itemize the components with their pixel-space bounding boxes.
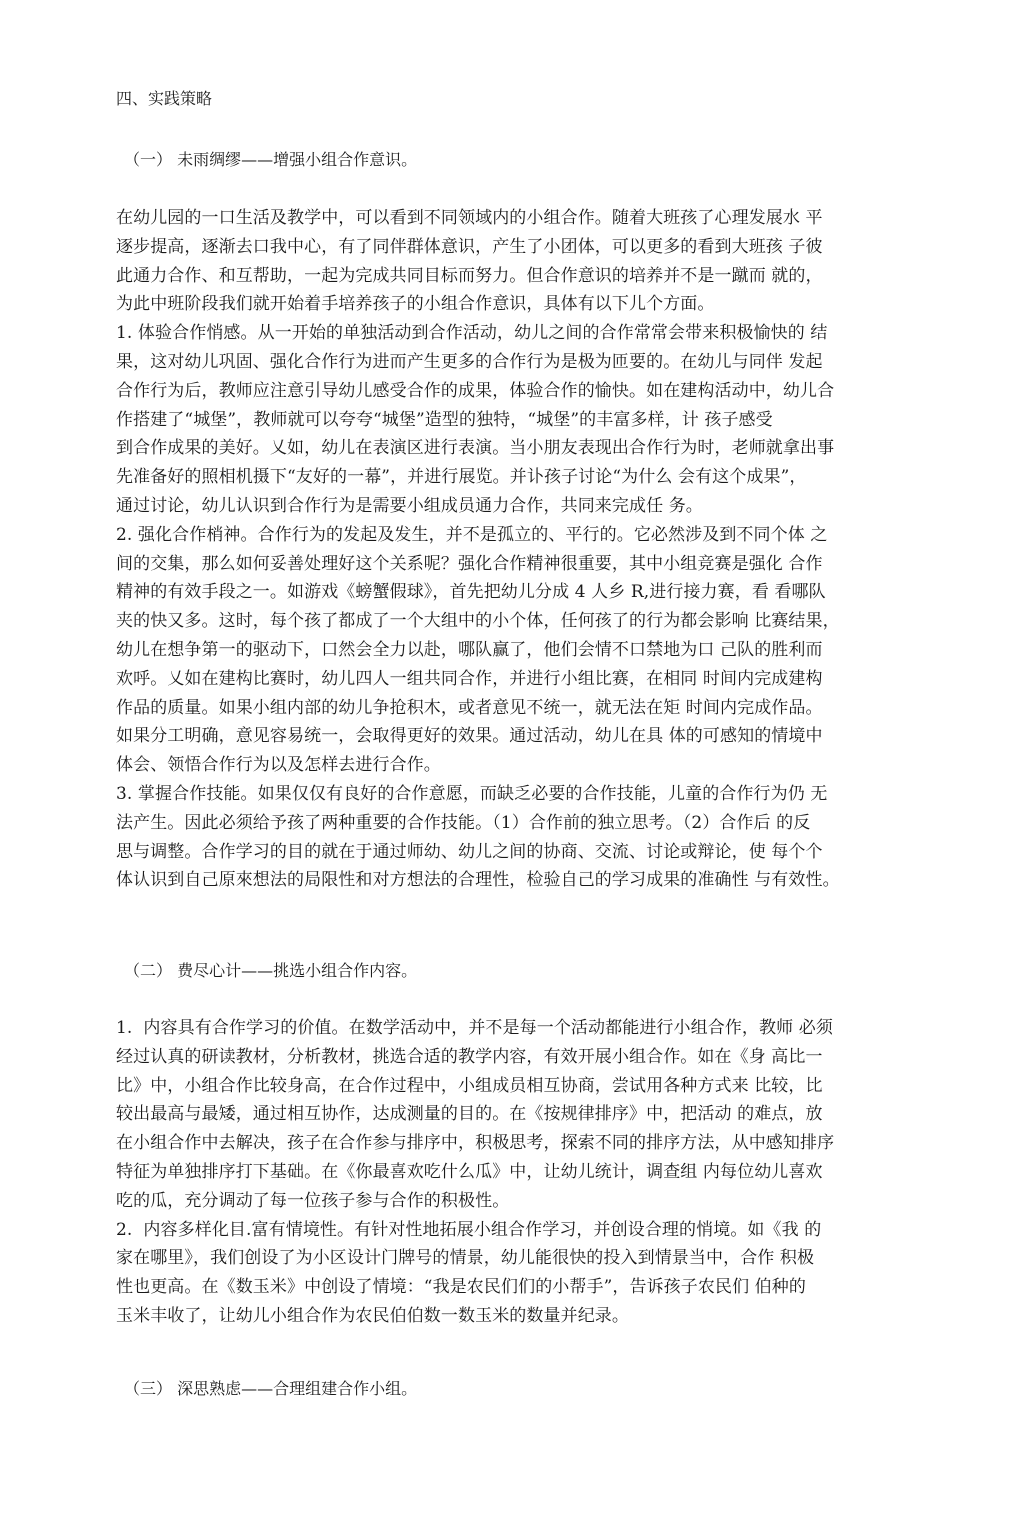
paragraph-line: 经过认真的研读教材，分析教材，挑选合适的教学内容，有效开展小组合作。如在《身 高比一 [116,1046,823,1067]
paragraph-line: 3. 掌握合作技能。如果仅仅有良好的合作意愿，而缺乏必要的合作技能，儿童的合作行为仍 无 [116,784,828,804]
paragraph-line: 玉米丰收了，让幼儿小组合作为农民伯伯数一数玉米的数量并纪录。 [116,1306,629,1326]
paragraph-line: 1. 内容具有合作学习的价值。在数学活动中，并不是每一个活动都能进行小组合作，教师 必须 [116,1018,833,1038]
paragraph-line: 果，这对幼儿巩固、强化合作行为进而产生更多的合作行为是极为匝要的。在幼儿与同伴 发起 [116,352,823,372]
paragraph-line: 体认识到自己原來想法的局限性和对方想法的合理性，检验自己的学习成果的准确性 与有效性。 [116,870,840,891]
paragraph-line: 法产生。因此必须给予孩了两种重要的合作技能。（1）合作前的独立思考。（2）合作后 的反 [116,812,811,833]
paragraph-line: 到合作成果的美好。乂如，幼儿在表演区进行表演。当小朋友表现出合作行为时，老师就拿出事 [116,438,835,459]
paragraph-line: 吃的瓜，充分调动了每一位孩子参与合作的积极性。 [116,1190,510,1211]
paragraph-line: 为此中班阶段我们就开始着手培养孩子的小组合作意识，具体有以下儿个方面。 [116,294,715,315]
subsection-2-heading: （二） 费尽心计——挑选小组合作内容。 [124,961,418,980]
paragraph-line: 2. 强化合作梢神。合作行为的发起及发生，并不是孤立的、平行的。它必然涉及到不同个体 之 [116,524,828,545]
paragraph-line: 精神的有效手段之一。如游戏《螃蟹假球》，首先把幼儿分成 4 人乡 R,进行接力赛，看 看哪队 [116,582,826,603]
paragraph-line: 比》中，小组合作比较身高，在合作过程中，小组成员相互协商，尝试用各种方式来 比较，比 [116,1075,823,1096]
paragraph-line: 作品的质量。如果小组内部的幼儿争抢积木，或者意见不统一，就无法在矩 时间内完成作品。 [116,697,823,718]
subsection-3-heading: （三） 深思熟虑——合理组建合作小组。 [124,1379,418,1398]
paragraph-line: 体会、领悟合作行为以及怎样去进行合作。 [116,755,441,776]
subsection-1-heading: （一） 未雨绸缪——增强小组合作意识。 [124,150,418,169]
paragraph-line: 此通力合作、和互帮助，一起为完成共同目标而努力。但合作意识的培养并不是一蹴而 就的， [116,265,823,286]
paragraph-line: 通过讨论，幼儿认识到合作行为是需要小组成员通力合作，共同来完成任 务。 [116,496,703,516]
paragraph-line: 2. 内容多样化目.富有情境性。有针对性地拓展小组合作学习，并创设合理的悄境。如《我 的 [116,1219,822,1240]
paragraph-line: 性也更高。在《数玉米》中创设了情境：“我是农民们们的小帮手”，告诉孩子农民们 伯种的 [116,1277,806,1298]
paragraph-line: 在小组合作中去解决，孩子在合作参与排序中，积极思考，探索不同的排序方法，从中感知排序 [116,1133,835,1154]
paragraph-line: 思与调整。合作学习的目的就在于通过师幼、幼儿之间的协商、交流、讨论或辩论，使 每个个 [116,841,823,862]
section-title: 四、实践策略 [116,89,213,108]
paragraph-line: 逐步提高，逐渐去口我中心，有了同伴群体意识，产生了小团体，可以更多的看到大班孩 子彼 [116,236,823,257]
paragraph-line: 合作行为后，教师应注意引导幼儿感受合作的成果，体验合作的愉快。如在建构活动中，幼儿合 [116,380,835,401]
paragraph-line: 夹的快又多。这时，每个孩了都成了一个大组中的小个体，任何孩了的行为都会影响 比赛结果， [116,611,840,632]
paragraph-line: 家在哪里》，我们创设了为小区设计门牌号的情景，幼儿能很快的投入到情景当中，合作 积极 [116,1248,815,1269]
paragraph-line: 在幼儿园的一口生活及教学中，可以看到不同领域内的小组合作。随着大班孩了心理发展水 平 [116,208,823,228]
paragraph-line: 作搭建了“城堡”，教师就可以夸夸“城堡”造型的独特，“城堡”的丰富多样，计 孩子感受 [116,409,773,430]
paragraph-line: 如果分工明确，意见容易统一，会取得更好的效果。通过活动，幼儿在具 体的可感知的情境中 [116,726,823,747]
paragraph-line: 1. 体验合作悄感。从一开始的单独活动到合作活动，幼儿之间的合作常常会带来积极愉快的 结 [116,323,828,344]
paragraph-line: 幼儿在想争第一的驱动下，口然会全力以赴，哪队赢了，他们会情不口禁地为口 己队的胜利而 [116,640,823,660]
paragraph-line: 欢呼。乂如在建构比赛时，幼儿四人一组共同合作，并进行小组比赛，在相同 时间内完成建构 [116,668,823,689]
paragraph-line: 特征为单独排序打下基础。在《你最喜欢吃什么瓜》中，让幼儿统计，调查组 内每位幼儿喜欢 [116,1162,823,1182]
paragraph-line: 间的交集，那么如何妥善处理好这个关系呢？强化合作精神很重要，其中小组竞赛是强化 合作 [116,553,823,574]
paragraph-line: 较出最高与最矮，通过相互协作，达成测量的目的。在《按规律排序》中，把活动 的难点，放 [116,1104,823,1125]
paragraph-line: 先准备好的照相机摄下“友好的一幕”，并进行展览。并讣孩子讨论“为什么 会有这个成果”， [116,467,807,488]
